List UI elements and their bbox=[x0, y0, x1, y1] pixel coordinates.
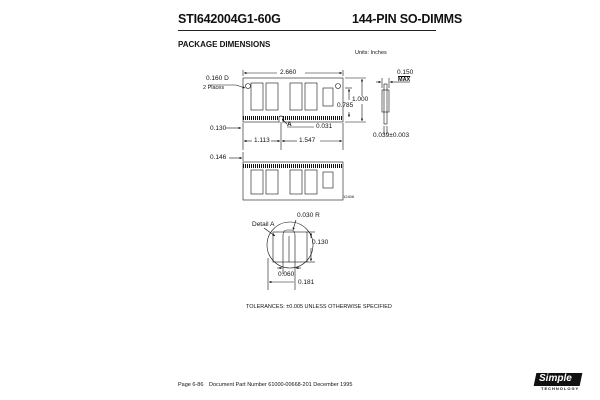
simple-technology-logo bbox=[535, 373, 581, 393]
memory-chip bbox=[305, 170, 317, 194]
logo-subtitle: TECHNOLOGY bbox=[541, 386, 580, 391]
units-label: Units: Inches bbox=[355, 50, 387, 56]
mounting-hole-right bbox=[336, 84, 341, 89]
part-number-title: STI642004G1-60G bbox=[178, 12, 281, 26]
page-number: Page 6-86 bbox=[178, 382, 204, 388]
detail-width-dim: 0.060 bbox=[278, 271, 295, 278]
overall-length-dim: 2.660 bbox=[280, 69, 297, 76]
eeprom-chip bbox=[323, 172, 333, 188]
tolerances-note: TOLERANCES: ±0.005 UNLESS OTHERWISE SPECIFIED bbox=[246, 304, 392, 310]
memory-chip bbox=[305, 83, 317, 110]
notch-width-dim: 0.031 bbox=[316, 123, 333, 130]
hole-diameter-dim: 0.160 D bbox=[206, 75, 229, 82]
left-edge-dim: 0.130 bbox=[210, 125, 227, 132]
hole-count-label: 2 Places bbox=[203, 85, 225, 91]
detail-radius-dim: 0.030 R bbox=[297, 212, 320, 219]
side-view-chip-profile bbox=[382, 90, 389, 112]
logo-wordmark: Simple bbox=[539, 373, 572, 384]
mounting-hole-left bbox=[246, 84, 251, 89]
detail-a-board-edge bbox=[273, 232, 307, 262]
thickness-dim: 0.150 bbox=[397, 69, 414, 76]
section-title: PACKAGE DIMENSIONS bbox=[178, 40, 271, 49]
notch-to-right-dim: 1.547 bbox=[299, 137, 316, 144]
detail-offset-dim: 0.181 bbox=[298, 279, 315, 286]
height-dim: 1.000 bbox=[352, 96, 369, 103]
detail-a-circle bbox=[267, 222, 313, 268]
thickness-max-label: $\overline{MAX}$ bbox=[398, 77, 411, 83]
memory-chip bbox=[251, 170, 263, 194]
detail-a-reference: A bbox=[287, 121, 292, 128]
bottom-offset-dim: 0.146 bbox=[210, 154, 227, 161]
memory-chip bbox=[290, 83, 302, 110]
document-number: Document Part Number 61000-00668-201 December 1995 bbox=[209, 382, 353, 388]
eeprom-chip bbox=[323, 88, 333, 106]
notch-height-dim: 0.785 bbox=[337, 102, 354, 109]
left-to-notch-dim: 1.113 bbox=[254, 137, 270, 144]
memory-chip bbox=[266, 83, 278, 110]
memory-chip bbox=[251, 83, 263, 110]
top-view-board bbox=[243, 78, 343, 122]
module-type-title: 144-PIN SO-DIMMS bbox=[352, 12, 463, 26]
memory-chip bbox=[266, 170, 278, 194]
drawing-ref-code: 12406 bbox=[343, 194, 355, 199]
edge-thickness-dim: 0.039±0.003 bbox=[373, 132, 410, 139]
detail-a-title: Detail A bbox=[252, 221, 275, 228]
detail-depth-dim: 0.130 bbox=[312, 239, 329, 246]
memory-chip bbox=[290, 170, 302, 194]
